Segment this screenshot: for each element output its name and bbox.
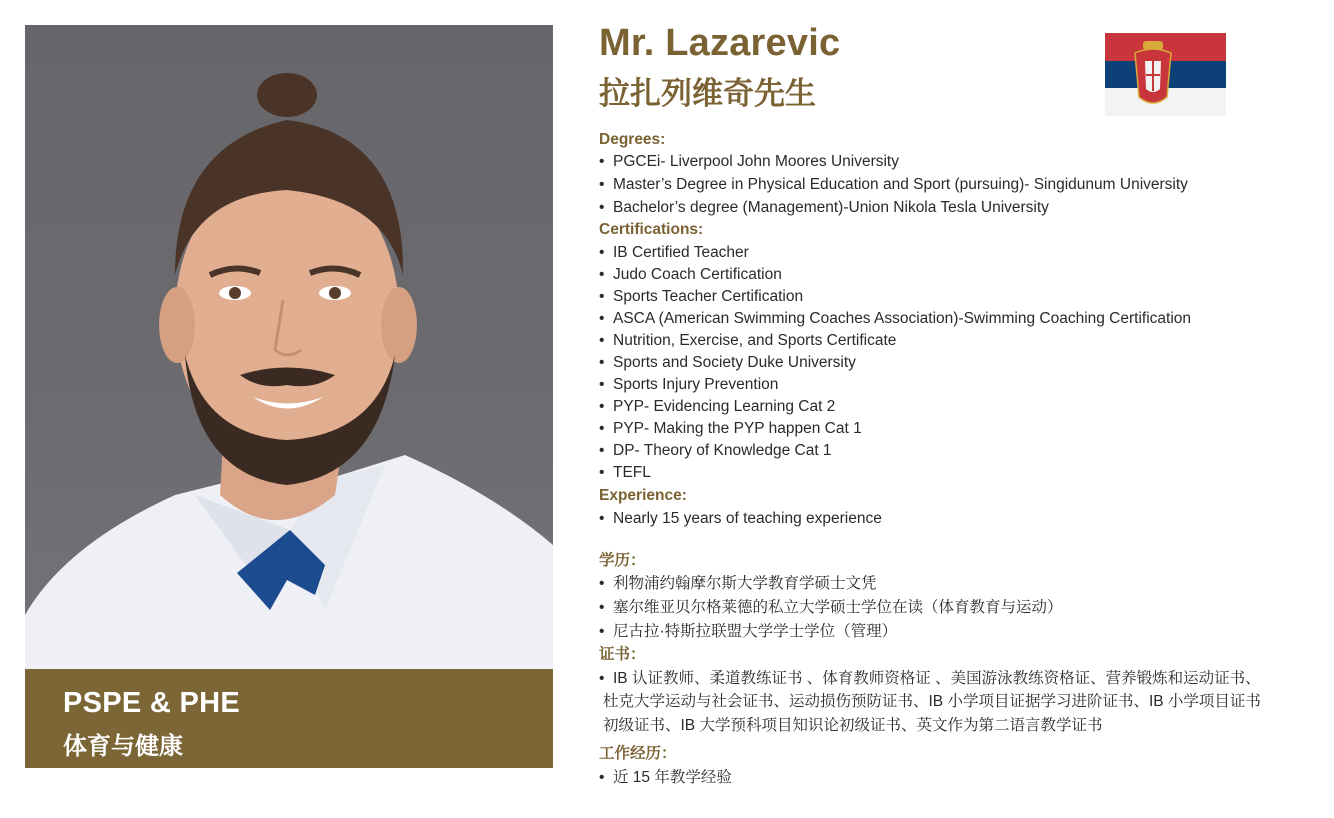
- list-item: • 利物浦约翰摩尔斯大学教育学硕士文凭: [599, 575, 877, 592]
- list-item: • 尼古拉·特斯拉联盟大学学士学位（管理）: [599, 623, 898, 640]
- list-item: • TEFL: [599, 464, 651, 481]
- list-item: • Master’s Degree in Physical Education and Sport (pursuing)- Singidunum University: [599, 176, 1188, 193]
- cert-paragraph-line: 初级证书、IB 大学预科项目知识论初级证书、英文作为第二语言教学证书: [603, 717, 1103, 734]
- list-item: • PGCEi- Liverpool John Moores University: [599, 153, 899, 170]
- list-item: • DP- Theory of Knowledge Cat 1: [599, 442, 832, 459]
- list-item: • Nearly 15 years of teaching experience: [599, 510, 882, 527]
- list-item: • IB Certified Teacher: [599, 244, 749, 261]
- department-title-en: PSPE & PHE: [63, 687, 241, 719]
- list-item: • 塞尔维亚贝尔格莱德的私立大学硕士学位在读（体育教育与运动）: [599, 599, 1063, 616]
- teacher-name-zh: 拉扎列维奇先生: [599, 76, 816, 111]
- portrait-illustration: [25, 25, 553, 669]
- profile-photo-card: [25, 25, 553, 768]
- degrees-heading-en: Degrees:: [599, 131, 666, 148]
- list-item: • PYP- Evidencing Learning Cat 2: [599, 398, 836, 415]
- teacher-name-en: Mr. Lazarevic: [599, 22, 841, 64]
- certifications-heading-en: Certifications:: [599, 221, 704, 238]
- list-item: • Sports and Society Duke University: [599, 354, 856, 371]
- experience-heading-en: Experience:: [599, 487, 687, 504]
- experience-heading-zh: 工作经历：: [599, 745, 677, 762]
- cert-paragraph-line: 杜克大学运动与社会证书、运动损伤预防证书、IB 小学项目证据学习进阶证书、IB 小学项目证书: [603, 693, 1261, 710]
- certifications-heading-zh: 证书：: [599, 646, 646, 663]
- list-item: • Sports Injury Prevention: [599, 376, 779, 393]
- list-item: • Judo Coach Certification: [599, 266, 782, 283]
- list-item: • Nutrition, Exercise, and Sports Certificate: [599, 332, 897, 349]
- serbia-flag-icon: [1105, 33, 1226, 116]
- list-item: • ASCA (American Swimming Coaches Association)-Swimming Coaching Certification: [599, 310, 1192, 327]
- coat-of-arms-icon: [1131, 39, 1175, 111]
- department-band: [25, 669, 553, 768]
- list-item: • 近 15 年教学经验: [599, 769, 732, 786]
- teacher-portrait: [25, 25, 553, 669]
- degrees-heading-zh: 学历：: [599, 552, 646, 569]
- list-item: • Bachelor’s degree (Management)-Union Nikola Tesla University: [599, 199, 1049, 216]
- list-item: • Sports Teacher Certification: [599, 288, 804, 305]
- cert-paragraph-line: • IB 认证教师、柔道教练证书 、体育教师资格证 、美国游泳教练资格证、营养锻炼和运动证书、: [599, 670, 1261, 687]
- list-item: • PYP- Making the PYP happen Cat 1: [599, 420, 862, 437]
- department-title-zh: 体育与健康: [63, 733, 183, 760]
